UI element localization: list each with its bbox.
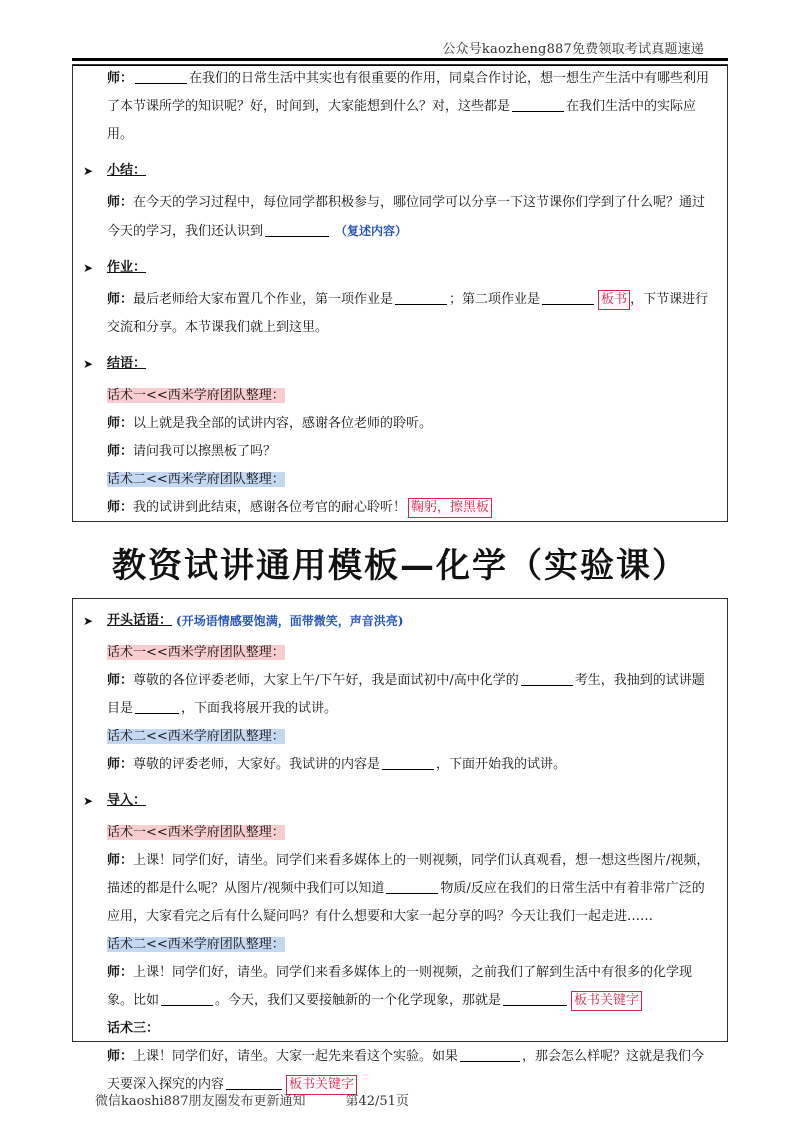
blank bbox=[542, 290, 594, 305]
teacher-label: 师： bbox=[107, 673, 134, 688]
script-line bbox=[83, 382, 717, 410]
text: 考生，我抽到的试讲题目是 bbox=[107, 673, 705, 716]
ending-title: 结语： bbox=[107, 356, 147, 371]
text: 以上就是我全部的试讲内容，感谢各位老师的聆听。 bbox=[133, 416, 433, 431]
arrow-icon: ➤ bbox=[83, 164, 94, 178]
blank bbox=[135, 69, 187, 84]
text: 在我们生活中的实际应用。 bbox=[107, 99, 697, 142]
teacher-label: 师： bbox=[107, 195, 134, 210]
text: ，下节课进行交流和分享。本节课我们就上到这里。 bbox=[107, 292, 709, 335]
content-box-2 bbox=[72, 598, 728, 1092]
ending-line bbox=[83, 494, 717, 522]
teacher-label: 师： bbox=[107, 1049, 134, 1064]
script-line bbox=[83, 819, 717, 847]
blank bbox=[503, 991, 567, 1006]
intro-paragraph-1 bbox=[83, 847, 717, 931]
text: 最后老师给大家布置几个作业，第一项作业是 bbox=[133, 292, 394, 307]
teacher-label: 师： bbox=[107, 757, 134, 772]
intro-title: 导入： bbox=[107, 793, 147, 808]
text: 在我们的日常生活中其实也有很重要的作用，同桌合作讨论，想一想生产生活中有哪些利用了本节课所学的知识呢？好，时间到，大家能想到什么？对，这些都是 bbox=[107, 71, 710, 114]
arrow-icon: ➤ bbox=[83, 357, 94, 371]
intro-heading bbox=[83, 787, 717, 815]
text: 上课！同学们好，请坐。同学们来看多媒体上的一则视频，同学们认真观看，想一想这些图片/视频，描述的都是什么呢？从图片/视频中我们可以知道 bbox=[107, 853, 710, 896]
script-line bbox=[83, 1015, 717, 1043]
opening-heading bbox=[83, 607, 717, 635]
blank bbox=[226, 1075, 282, 1090]
blank bbox=[512, 97, 564, 112]
teacher-label: 师： bbox=[107, 416, 134, 431]
blank bbox=[382, 755, 434, 770]
teacher-label: 师： bbox=[107, 965, 134, 980]
content-box-1 bbox=[72, 64, 728, 522]
summary-paragraph bbox=[83, 189, 717, 246]
text: ，下面开始我的试讲。 bbox=[436, 757, 567, 772]
homework-title: 作业： bbox=[107, 260, 147, 275]
blank bbox=[161, 991, 213, 1006]
summary-heading bbox=[83, 157, 717, 185]
intro-paragraph bbox=[83, 65, 717, 149]
opening-note: (开场语情感要饱满，面带微笑，声音洪亮) bbox=[176, 614, 404, 628]
arrow-icon: ➤ bbox=[83, 261, 94, 275]
blank bbox=[395, 290, 447, 305]
blank bbox=[460, 1047, 520, 1062]
blank bbox=[521, 671, 573, 686]
script-label: 话术二<<西米学府团队整理： bbox=[107, 472, 285, 487]
blank bbox=[135, 699, 179, 714]
opening-title: 开头话语： bbox=[107, 613, 173, 628]
blank bbox=[386, 879, 438, 894]
ending-line bbox=[83, 410, 717, 438]
ending-line bbox=[83, 438, 717, 466]
text: 尊敬的评委老师，大家好。我试讲的内容是 bbox=[133, 757, 381, 772]
teacher-label: 师： bbox=[107, 71, 134, 86]
script-line bbox=[83, 931, 717, 959]
summary-note: （复述内容） bbox=[335, 224, 408, 238]
script-line bbox=[83, 466, 717, 494]
script-label: 话术一<<西米学府团队整理： bbox=[107, 645, 285, 660]
teacher-label: 师： bbox=[107, 444, 134, 459]
opening-paragraph-2 bbox=[83, 751, 717, 779]
blank bbox=[265, 222, 329, 237]
footer bbox=[95, 1090, 409, 1109]
opening-paragraph-1 bbox=[83, 667, 717, 723]
arrow-icon: ➤ bbox=[83, 614, 94, 628]
header-text: 公众号kaozheng887免费领取考试真题速递 bbox=[442, 42, 704, 57]
board-tag: 板书 bbox=[598, 290, 630, 310]
arrow-icon: ➤ bbox=[83, 794, 94, 808]
script-line bbox=[83, 723, 717, 751]
script-label: 话术一<<西米学府团队整理： bbox=[107, 825, 285, 840]
text: 物质/反应在我们的日常生活中有着非常广泛的应用，大家看完之后有什么疑问吗？有什么想要和大家一起分享的吗？今天让我们一起走进…… bbox=[107, 881, 705, 924]
teacher-label: 师： bbox=[107, 500, 134, 515]
text: ；第二项作业是 bbox=[449, 292, 541, 307]
script-label: 话术二<<西米学府团队整理： bbox=[107, 937, 285, 952]
keyword-tag: 板书关键字 bbox=[286, 1075, 357, 1095]
script-label: 话术一<<西米学府团队整理： bbox=[107, 388, 285, 403]
summary-title: 小结： bbox=[107, 163, 147, 178]
page-title: 教资试讲通用模板—化学（实验课） bbox=[112, 546, 688, 586]
teacher-label: 师： bbox=[107, 853, 134, 868]
script-label: 话术二<<西米学府团队整理： bbox=[107, 729, 285, 744]
intro-paragraph-2 bbox=[83, 959, 717, 1015]
teacher-label: 师： bbox=[107, 292, 134, 307]
text: 请问我可以擦黑板了吗？ bbox=[133, 444, 277, 459]
ending-heading bbox=[83, 350, 717, 378]
script-label: 话术三： bbox=[107, 1021, 160, 1036]
script-line bbox=[83, 639, 717, 667]
footer-notice: 微信kaoshi887朋友圈发布更新通知 bbox=[95, 1094, 306, 1109]
keyword-tag: 板书关键字 bbox=[571, 991, 642, 1011]
homework-paragraph bbox=[83, 286, 717, 342]
text: 我的试讲到此结束，感谢各位考官的耐心聆听！ bbox=[133, 500, 407, 515]
homework-heading bbox=[83, 254, 717, 282]
text: ，那会怎么样呢？这就是我们今天要深入探究的内容 bbox=[107, 1049, 705, 1092]
text: 尊敬的各位评委老师，大家上午/下午好，我是面试初中/高中化学的 bbox=[133, 673, 519, 688]
text: 上课！同学们好，请坐。同学们来看多媒体上的一则视频，之前我们了解到生活中有很多的化学现象。比如 bbox=[107, 965, 693, 1008]
text: ，下面我将展开我的试讲。 bbox=[181, 701, 338, 716]
text: 在今天的学习过程中，每位同学都积极参与，哪位同学可以分享一下这节课你们学到了什么呢？通过今天的学习，我们还认识到 bbox=[107, 195, 706, 239]
text: 。今天，我们又要接触新的一个化学现象，那就是 bbox=[215, 993, 502, 1008]
text: 上课！同学们好，请坐。大家一起先来看这个实验。如果 bbox=[133, 1049, 459, 1064]
action-tag: 鞠躬，擦黑板 bbox=[408, 498, 492, 518]
page-number: 第42/51页 bbox=[345, 1094, 409, 1109]
